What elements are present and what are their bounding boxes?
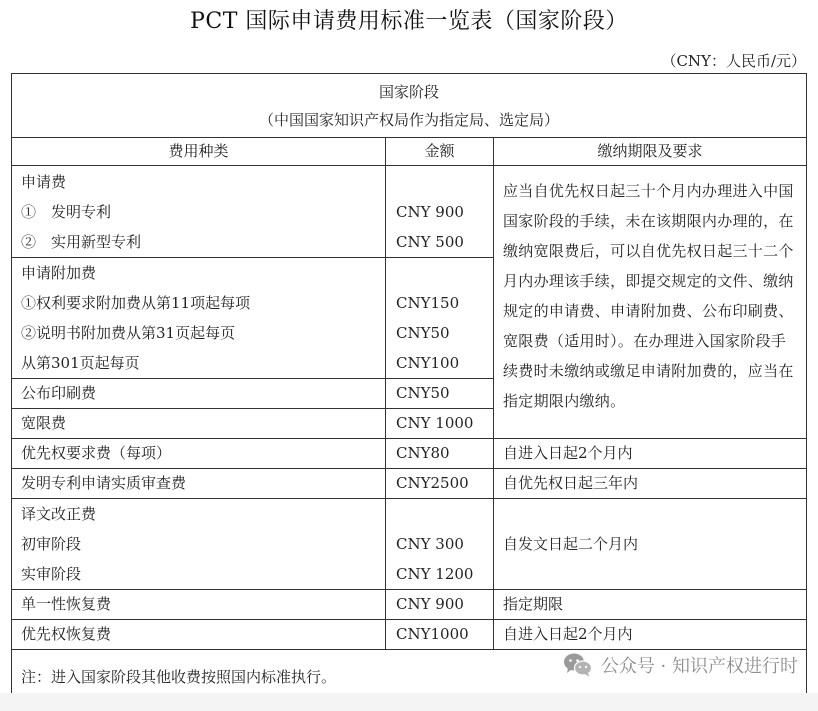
currency-unit-note: （CNY：人民币/元）	[661, 52, 806, 70]
fee-type-cell	[12, 258, 386, 379]
fee-group-name: 申请附加费	[21, 264, 97, 282]
fee-group-name: 申请费	[21, 173, 67, 191]
amount-value: CNY 500	[396, 233, 464, 251]
table-row	[12, 439, 807, 469]
amount-cell: CNY 900	[386, 590, 494, 620]
fee-item: 实审阶段	[21, 565, 82, 583]
amount-value: CNY150	[396, 294, 460, 312]
fee-item: ① 发明专利	[21, 203, 112, 221]
fee-type-cell: 公布印刷费	[12, 379, 386, 409]
fee-type-cell: 优先权恢复费	[12, 620, 386, 650]
deadline-cell: 自进入日起2个月内	[494, 620, 807, 650]
page-title: PCT 国际申请费用标准一览表（国家阶段）	[190, 9, 628, 34]
footer-bar	[0, 693, 818, 711]
deadline-requirements-cell: 应当自优先权日起三十个月内办理进入中国国家阶段的手续，未在该期限内办理的，在缴纳宽限费后，可以自优先权日起三十二个月内办理该手续，即提交规定的文件、缴纳规定的申请费、申请附加费、公布印刷费、宽限费（适用时）。在办理进入国家阶段手续费时未缴纳或缴足申请附加费的，应当在指定期限内缴纳。	[494, 166, 807, 439]
fee-type-cell: 发明专利申请实质审查费	[12, 469, 386, 499]
deadline-cell: 自进入日起2个月内	[494, 439, 807, 469]
amount-cell	[386, 499, 494, 590]
fee-type-cell: 单一性恢复费	[12, 590, 386, 620]
deadline-cell: 自优先权日起三年内	[494, 469, 807, 499]
fee-item: ①权利要求附加费从第11项起每项	[21, 294, 251, 312]
table-header	[12, 74, 807, 138]
col-header-fee-type: 费用种类	[12, 138, 386, 166]
fee-group-name: 译文改正费	[21, 505, 97, 523]
fee-type-cell	[12, 499, 386, 590]
amount-cell	[386, 258, 494, 379]
fee-item: 初审阶段	[21, 535, 82, 553]
amount-cell: CNY 1000	[386, 409, 494, 439]
table-row	[12, 590, 807, 620]
fee-type-cell	[12, 166, 386, 258]
fee-item: ②说明书附加费从第31页起每页	[21, 324, 236, 342]
fee-item: ② 实用新型专利	[21, 233, 142, 251]
amount-value: CNY 1200	[396, 565, 474, 583]
deadline-cell: 指定期限	[494, 590, 807, 620]
watermark-text: 公众号 · 知识产权进行时	[600, 656, 798, 677]
col-header-deadline: 缴纳期限及要求	[494, 138, 807, 166]
col-header-amount: 金额	[386, 138, 494, 166]
amount-value: CNY100	[396, 354, 460, 372]
table-row	[12, 166, 807, 258]
amount-value: CNY50	[396, 324, 450, 342]
amount-value: CNY 300	[396, 535, 464, 553]
table-header-row	[12, 74, 807, 138]
deadline-cell	[494, 499, 807, 590]
fee-type-cell: 宽限费	[12, 409, 386, 439]
table-row	[12, 499, 807, 590]
table-row	[12, 469, 807, 499]
wechat-icon	[563, 652, 593, 678]
amount-cell: CNY2500	[386, 469, 494, 499]
column-header-row	[12, 138, 807, 166]
amount-cell: CNY80	[386, 439, 494, 469]
amount-cell	[386, 166, 494, 258]
fee-table	[11, 73, 807, 704]
deadline-value: 自发文日起二个月内	[503, 535, 639, 553]
header-title: 国家阶段	[379, 83, 440, 101]
amount-cell: CNY50	[386, 379, 494, 409]
amount-value: CNY 900	[396, 203, 464, 221]
table-row	[12, 620, 807, 650]
table-note: 注：进入国家阶段其他收费按照国内标准执行。	[12, 650, 807, 704]
amount-cell: CNY1000	[386, 620, 494, 650]
header-subtitle: （中国国家知识产权局作为指定局、选定局）	[259, 111, 560, 129]
fee-item: 从第301页起每页	[21, 354, 140, 372]
watermark	[563, 652, 798, 678]
fee-type-cell: 优先权要求费（每项）	[12, 439, 386, 469]
